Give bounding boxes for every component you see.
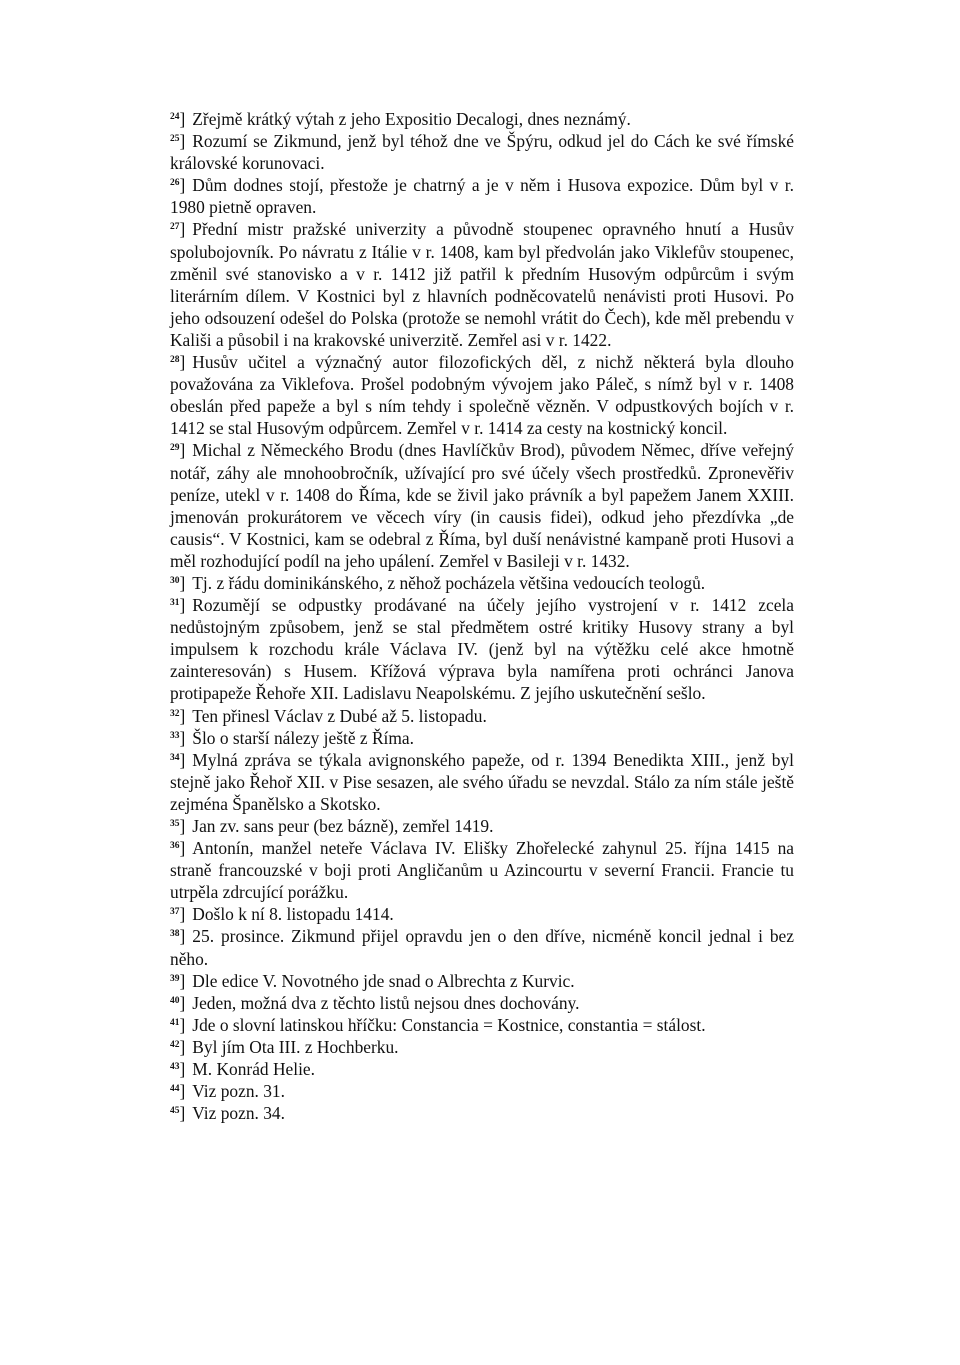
footnote-number: 30 [170, 575, 180, 586]
footnote-26: $^{26}$] Dům dodnes stojí, přestože je chatrný a je v něm i Husova expozice. Dům byl v r. 1980 pietně opraven. [170, 175, 794, 218]
footnote-27: $^{27}$] Přední mistr pražské univerzity a původně stoupenec opravného hnutí a Husův spolubojovník. Po návratu z Itálie v r. 1408, kam byl předvolán jako Viklefův stoupenec, změnil své stanovisko a v r. 1412 již patřil k předním Husovým odpůrcům i svým literárním dílem. V Kostnici byl z hlavních podněcovatelů nenávisti proti Husovi. Po jeho odsouzení odešel do Polska (protože se nemohl vrátit do Čech), kde měl prebendu v Kališi a působil i na krakovské univerzitě. Zemřel asi v r. 1422. [170, 219, 794, 350]
footnote-text: Jeden, možná dva z těchto listů nejsou dnes dochovány. [192, 992, 580, 1013]
footnote-30: $^{30}$] Tj. z řádu dominikánského, z něhož pocházela většina vedoucích teologů. [170, 572, 706, 593]
footnote-number: 31 [170, 598, 180, 609]
footnote-number: 25 [170, 134, 180, 145]
footnote-number: 45 [170, 1106, 180, 1117]
footnote-number: 37 [170, 907, 180, 918]
footnote-39: $^{39}$] Dle edice V. Novotného jde snad o Albrechta z Kurvic. [170, 970, 575, 991]
footnote-number: 33 [170, 730, 180, 741]
footnote-text: Zřejmě krátký výtah z jeho Expositio Decalogi, dnes neznámý. [192, 109, 631, 129]
footnote-45: $^{45}$] Viz pozn. 34. [170, 1103, 285, 1124]
footnote-text: Dům dodnes stojí, přestože je chatrný a je v něm i Husova expozice. Dům byl v r. 1980 pietně opraven. [170, 175, 794, 218]
footnote-text: Dle edice V. Novotného jde snad o Albrechta z Kurvic. [192, 970, 575, 991]
footnote-40: $^{40}$] Jeden, možná dva z těchto listů nejsou dnes dochovány. [170, 992, 580, 1013]
footnote-text: 25. prosince. Zikmund přijel opravdu jen o den dříve, nicméně koncil jednal i bez něho. [170, 926, 794, 969]
footnote-number: 44 [170, 1084, 180, 1095]
footnote-text: Byl jím Ota III. z Hochberku. [192, 1036, 399, 1057]
footnote-number: 35 [170, 819, 180, 829]
footnote-41: $^{41}$] Jde o slovní latinskou hříčku: Constancia = Kostnice, constantia = stálost. [170, 1014, 706, 1035]
footnote-31: $^{31}$] Rozumějí se odpustky prodávané na účely jejího vystrojení v r. 1412 zcela nedůstojným způsobem, jenž se stal předmětem ostré kritiky Husovy strany a byl impulsem k rozchodu krále Václava IV. (jenž byl na výtěžku celé akce hmotně zainteresován) s Husem. Křížová výprava byla namířena proti ochránci Janova protipapeže Řehoře XII. Ladislavu Neapolskému. Z jejího uskutečnění sešlo. [170, 595, 794, 704]
footnote-37: $^{37}$] Došlo k ní 8. listopadu 1414. [170, 904, 394, 925]
footnote-number: 32 [170, 708, 180, 719]
footnote-text: Rozumějí se odpustky prodávané na účely jejího vystrojení v r. 1412 zcela nedůstojným způsobem, jenž se stal předmětem ostré kritiky Husovy strany a byl impulsem k rozchodu krále Václava IV. (jenž byl na výtěžku celé akce hmotně zainteresován) s Husem. Křížová výprava byla namířena proti ochránci Janova protipapeže Řehoře XII. Ladislavu Neapolskému. Z jejího uskutečnění sešlo. [170, 595, 794, 704]
footnote-43: $^{43}$] M. Konrád Helie. [170, 1059, 315, 1080]
footnote-number: 38 [170, 929, 180, 940]
footnote-text: Přední mistr pražské univerzity a původně stoupenec opravného hnutí a Husův spolubojovník. Po návratu z Itálie v r. 1408, kam byl předvolán jako Viklefův stoupenec, změnil své stanovisko a v r. 1412 již patřil k předním Husovým odpůrcům i svým literárním dílem. V Kostnici byl z hlavních podněcovatelů nenávisti proti Husovi. Po jeho odsouzení odešel do Polska (protože se nemohl vrátit do Čech), kde měl prebendu v Kališi a působil i na krakovské univerzitě. Zemřel asi v r. 1422. [170, 219, 794, 350]
footnote-29: $^{29}$] Michal z Německého Brodu (dnes Havlíčkův Brod), původem Němec, dříve veřejný notář, záhy ale mnohoobročník, užívající pro své účely všech prostředků. Zpronevěřiv peníze, utekl v r. 1408 do Říma, kde se živil jako právník a byl papežem Janem XXIII. jmenován prokurátorem ve věcech víry (in causis fidei), odkud jeho přezdívka „de causis“. V Kostnici, kam se odebral z Říma, byl duší nenávistné kampaně proti Husovi a měl rozhodující podíl na jeho upálení. Zemřel v Basileji v r. 1432. [170, 440, 794, 571]
footnote-text: Jde o slovní latinskou hříčku: Constancia = Kostnice, constantia = stálost. [192, 1014, 706, 1035]
footnote-number: 43 [170, 1062, 180, 1073]
footnote-text: Michal z Německého Brodu (dnes Havlíčkův Brod), původem Němec, dříve veřejný notář, záhy ale mnohoobročník, užívající pro své účely všech prostředků. Zpronevěřiv peníze, utekl v r. 1408 do Říma, kde se živil jako právník a byl papežem Janem XXIII. jmenován prokurátorem ve věcech víry (in causis fidei), odkud jeho přezdívka „de causis“. V Kostnici, kam se odebral z Říma, byl duší nenávistné kampaně proti Husovi a měl rozhodující podíl na jeho upálení. Zemřel v Basileji v r. 1432. [170, 440, 794, 571]
footnote-number: 34 [170, 752, 180, 763]
footnote-number: 29 [170, 443, 180, 454]
footnote-text: Jan zv. sans peur (bez bázně), zemřel 1419. [192, 816, 494, 836]
footnote-28: $^{28}$] Husův učitel a význačný autor filozofických děl, z nichž některá byla dlouho považována za Viklefova. Prošel podobným vývojem jako Páleč, s nímž byl v r. 1408 obeslán před papeže a byl s ním tehdy i společně vězněn. V odpustkových bojích v r. 1412 se stal Husovým odpůrcem. Zemřel v r. 1414 za cesty na kostnický koncil. [170, 352, 794, 439]
footnote-33: $^{33}$] Šlo o starší nálezy ještě z Říma. [170, 727, 414, 748]
footnote-number: 36 [170, 841, 180, 852]
footnote-text: Tj. z řádu dominikánského, z něhož pocházela většina vedoucích teologů. [192, 572, 706, 593]
footnote-text: Rozumí se Zikmund, jenž byl téhož dne ve Špýru, odkud jel do Cách ke své římské královské korunovaci. [170, 131, 794, 174]
footnotes-page [170, 108, 794, 1124]
footnote-text: Mylná zpráva se týkala avignonského papeže, od r. 1394 Benedikta XIII., jenž byl stejně jako Řehoř XII. v Pise sesazen, ale svého úřadu se nevzdal. Stálo za ním stále ještě zejména Španělsko a Skotsko. [170, 749, 794, 814]
footnote-42: $^{42}$] Byl jím Ota III. z Hochberku. [170, 1036, 399, 1057]
footnote-44: $^{44}$] Viz pozn. 31. [170, 1081, 285, 1102]
footnote-32: $^{32}$] Ten přinesl Václav z Dubé až 5. listopadu. [170, 705, 487, 726]
footnote-text: M. Konrád Helie. [192, 1059, 315, 1080]
footnote-text: Husův učitel a význačný autor filozofických děl, z nichž některá byla dlouho považována za Viklefova. Prošel podobným vývojem jako Páleč, s nímž byl v r. 1408 obeslán před papeže a byl s ním tehdy i společně vězněn. V odpustkových bojích v r. 1412 se stal Husovým odpůrcem. Zemřel v r. 1414 za cesty na kostnický koncil. [170, 352, 794, 439]
footnote-34: $^{34}$] Mylná zpráva se týkala avignonského papeže, od r. 1394 Benedikta XIII., jenž byl stejně jako Řehoř XII. v Pise sesazen, ale svého úřadu se nevzdal. Stálo za ním stále ještě zejména Španělsko a Skotsko. [170, 749, 794, 814]
footnote-38: $^{38}$] 25. prosince. Zikmund přijel opravdu jen o den dříve, nicméně koncil jednal i bez něho. [170, 926, 794, 969]
footnote-24: $^{24}$] Zřejmě krátký výtah z jeho Expositio Decalogi, dnes neznámý. [170, 109, 631, 129]
footnote-number: 24 [170, 112, 180, 122]
footnote-text: Viz pozn. 31. [192, 1081, 285, 1102]
footnote-text: Šlo o starší nálezy ještě z Říma. [192, 727, 414, 748]
footnote-number: 28 [170, 355, 180, 366]
footnote-text: Antonín, manžel neteře Václava IV. Elišky Zhořelecké zahynul 25. října 1415 na straně francouzské v boji proti Angličanům u Azincourtu v severní Francii. Francie tu utrpěla zdrcující porážku. [170, 838, 794, 903]
footnote-36: $^{36}$] Antonín, manžel neteře Václava IV. Elišky Zhořelecké zahynul 25. října 1415 na straně francouzské v boji proti Angličanům u Azincourtu v severní Francii. Francie tu utrpěla zdrcující porážku. [170, 838, 794, 903]
footnote-number: 26 [170, 178, 180, 189]
footnote-text: Viz pozn. 34. [192, 1103, 285, 1124]
footnote-text: Ten přinesl Václav z Dubé až 5. listopadu. [192, 705, 487, 726]
footnote-number: 40 [170, 995, 180, 1006]
footnote-number: 39 [170, 973, 180, 984]
footnote-25: $^{25}$] Rozumí se Zikmund, jenž byl téhož dne ve Špýru, odkud jel do Cách ke své římské královské korunovaci. [170, 131, 794, 174]
footnote-number: 42 [170, 1039, 180, 1050]
footnote-text: Došlo k ní 8. listopadu 1414. [192, 904, 394, 925]
footnote-number: 41 [170, 1017, 180, 1028]
footnote-number: 27 [170, 222, 180, 233]
footnote-35: $^{35}$] Jan zv. sans peur (bez bázně), zemřel 1419. [170, 816, 494, 836]
